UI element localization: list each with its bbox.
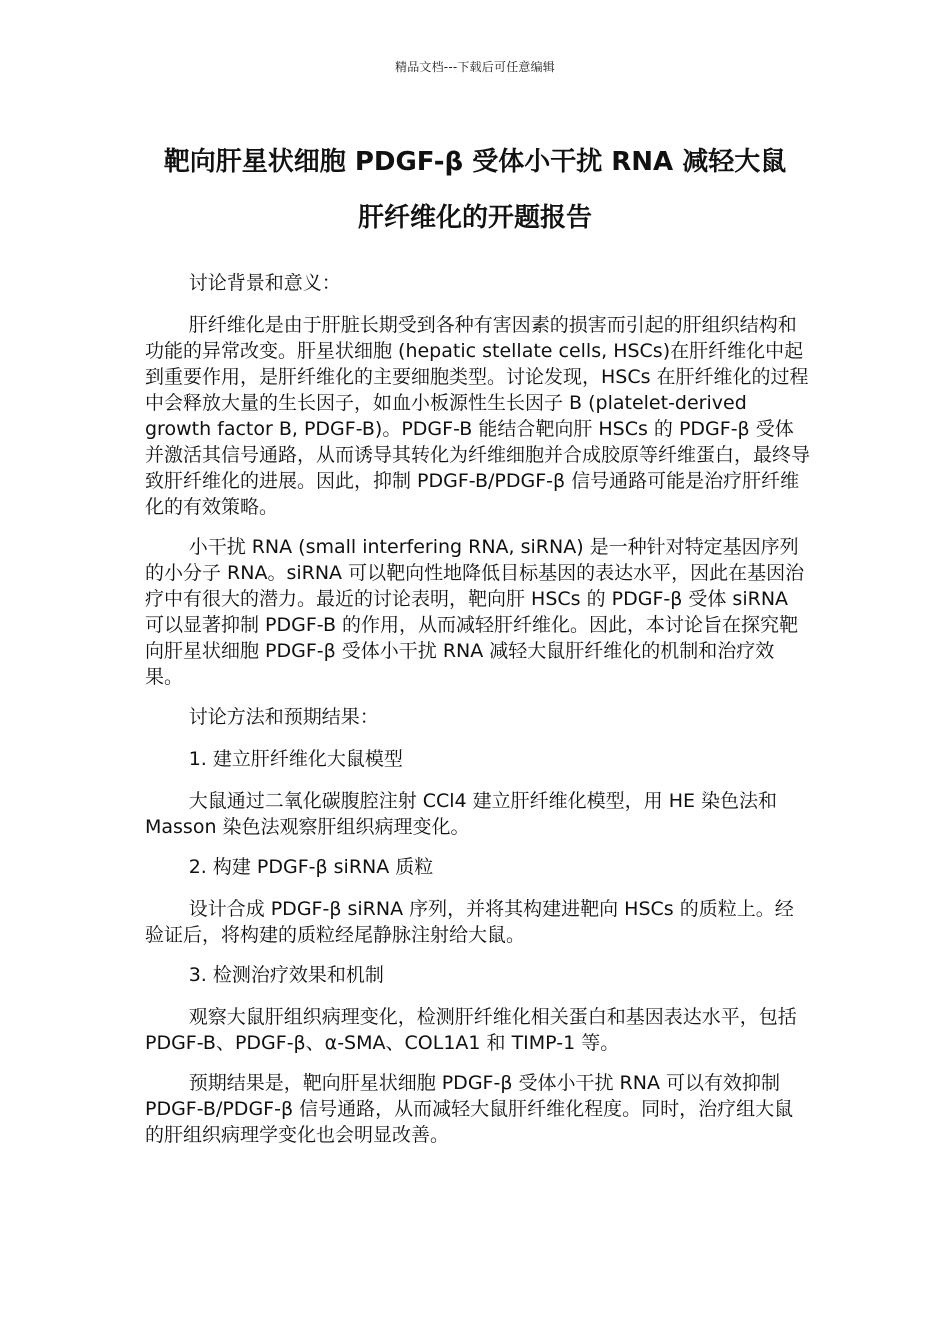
section-heading-methods: 讨论方法和预期结果： bbox=[188, 706, 379, 728]
step-heading-2: 2. 构建 PDGF-β siRNA 质粒 bbox=[188, 856, 434, 878]
paragraph-step-3: 观察大鼠肝组织病理变化，检测肝纤维化相关蛋白和基因表达水平，包括 PDGF-B、PDGF-β、α-SMA、COL1A1 和 TIMP-1 等。 bbox=[145, 1006, 797, 1054]
title-line-2: 肝纤维化的开题报告 bbox=[357, 203, 592, 233]
document-body bbox=[145, 270, 810, 1162]
step-heading-3: 3. 检测治疗效果和机制 bbox=[188, 964, 384, 986]
paragraph-step-1: 大鼠通过二氧化碳腹腔注射 CCl4 建立肝纤维化模型，用 HE 染色法和 Masson 染色法观察肝组织病理变化。 bbox=[145, 790, 778, 838]
paragraph-sirna: 小干扰 RNA (small interfering RNA, siRNA) 是一种针对特定基因序列的小分子 RNA。siRNA 可以靶向性地降低目标基因的表达水平，因此在基因治疗中有很大的潜力。最近的讨论表明，靶向肝 HSCs 的 PDGF-β 受体 siRNA 可以显著抑制 PDGF-B 的作用，从而减轻肝纤维化。因此，本讨论旨在探究靶向肝星状细胞 PDGF-β 受体小干扰 RNA 减轻大鼠肝纤维化的机制和治疗效果。 bbox=[145, 536, 805, 688]
section-heading-background: 讨论背景和意义： bbox=[188, 272, 341, 294]
title-line-1: 靶向肝星状细胞 PDGF-β 受体小干扰 RNA 减轻大鼠 bbox=[163, 147, 787, 177]
header-note: 精品文档---下载后可任意编辑 bbox=[395, 60, 555, 74]
document-title bbox=[110, 134, 840, 246]
paragraph-step-2: 设计合成 PDGF-β siRNA 序列，并将其构建进靶向 HSCs 的质粒上。经验证后，将构建的质粒经尾静脉注射给大鼠。 bbox=[145, 898, 794, 946]
paragraph-liver-fibrosis: 肝纤维化是由于肝脏长期受到各种有害因素的损害而引起的肝组织结构和功能的异常改变。肝星状细胞 (hepatic stellate cells, HSCs)在肝纤维化中起到重要作用，是肝纤维化的主要细胞类型。讨论发现，HSCs 在肝纤维化的过程中会释放大量的生长因子，如血小板源性生长因子 B (platelet-derived growth factor B, PDGF-B)。PDGF-B 能结合靶向肝 HSCs 的 PDGF-β 受体并激活其信号通路，从而诱导其转化为纤维细胞并合成胶原等纤维蛋白，最终导致肝纤维化的进展。因此，抑制 PDGF-B/PDGF-β 信号通路可能是治疗肝纤维化的有效策略。 bbox=[145, 314, 811, 518]
step-heading-1: 1. 建立肝纤维化大鼠模型 bbox=[188, 748, 403, 770]
paragraph-expected-results: 预期结果是，靶向肝星状细胞 PDGF-β 受体小干扰 RNA 可以有效抑制 PDGF-B/PDGF-β 信号通路，从而减轻大鼠肝纤维化程度。同时，治疗组大鼠的肝组织病理学变化也会明显改善。 bbox=[145, 1072, 794, 1146]
